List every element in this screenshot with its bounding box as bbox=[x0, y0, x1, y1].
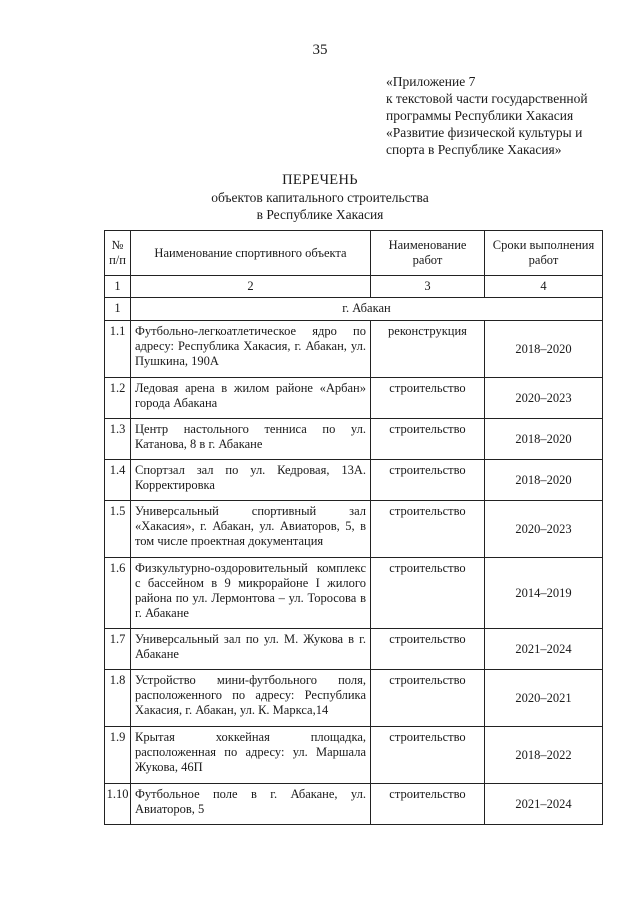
row-object-name: Физкультурно-оздоровительный комплекс с бассейном в 9 микрорайоне I жилого района по ул. Лермонтова – ул. Торосова в г. Абакане bbox=[131, 558, 371, 629]
table-row bbox=[105, 419, 603, 460]
row-term: 2020–2021 bbox=[485, 670, 603, 727]
table-row bbox=[105, 501, 603, 558]
row-num: 1.3 bbox=[105, 419, 131, 460]
table-row bbox=[105, 629, 603, 670]
title-line: в Республике Хакасия bbox=[256, 207, 384, 222]
table-row bbox=[105, 558, 603, 629]
row-object-name: Универсальный зал по ул. М. Жукова в г. Абакане bbox=[131, 629, 371, 670]
row-term: 2021–2024 bbox=[485, 784, 603, 825]
row-num: 1.10 bbox=[105, 784, 131, 825]
row-work-type: строительство bbox=[371, 727, 485, 784]
appendix-line: «Приложение 7 bbox=[386, 74, 476, 89]
row-object-name: Футбольно-легкоатлетическое ядро по адресу: Республика Хакасия, г. Абакан, ул. Пушкина, 190А bbox=[131, 321, 371, 378]
row-object-name: Ледовая арена в жилом районе «Арбан» города Абакана bbox=[131, 378, 371, 419]
row-num: 1.9 bbox=[105, 727, 131, 784]
page-number: 35 bbox=[312, 42, 328, 58]
row-object-name: Устройство мини-футбольного поля, расположенного по адресу: Республика Хакасия, г. Абакан, ул. К. Маркса,14 bbox=[131, 670, 371, 727]
table-row bbox=[105, 460, 603, 501]
row-work-type: строительство bbox=[371, 629, 485, 670]
header-work: Наименование работ bbox=[371, 231, 485, 276]
section-row bbox=[105, 298, 603, 321]
title-heading: ПЕРЕЧЕНЬ bbox=[282, 172, 358, 188]
row-work-type: строительство bbox=[371, 460, 485, 501]
row-term: 2018–2020 bbox=[485, 460, 603, 501]
row-num: 1.1 bbox=[105, 321, 131, 378]
row-object-name: Универсальный спортивный зал «Хакасия», г. Абакан, ул. Авиаторов, 5, в том числе проектная документация bbox=[131, 501, 371, 558]
column-number: 4 bbox=[485, 276, 603, 298]
table-row bbox=[105, 321, 603, 378]
appendix-note bbox=[386, 73, 626, 158]
row-object-name: Спортзал зал по ул. Кедровая, 13А. Корректировка bbox=[131, 460, 371, 501]
column-number: 3 bbox=[371, 276, 485, 298]
table-row bbox=[105, 727, 603, 784]
column-number: 1 bbox=[105, 276, 131, 298]
row-work-type: строительство bbox=[371, 378, 485, 419]
appendix-line: спорта в Республике Хакасия» bbox=[386, 142, 562, 157]
row-object-name: Крытая хоккейная площадка, расположенная по адресу: ул. Маршала Жукова, 46П bbox=[131, 727, 371, 784]
column-number-row bbox=[105, 276, 603, 298]
row-num: 1.4 bbox=[105, 460, 131, 501]
row-term: 2020–2023 bbox=[485, 501, 603, 558]
row-object-name: Центр настольного тенниса по ул. Катанова, 8 в г. Абакане bbox=[131, 419, 371, 460]
header-num: № п/п bbox=[105, 231, 131, 276]
row-term: 2018–2020 bbox=[485, 321, 603, 378]
row-object-name: Футбольное поле в г. Абакане, ул. Авиаторов, 5 bbox=[131, 784, 371, 825]
row-term: 2014–2019 bbox=[485, 558, 603, 629]
document-title bbox=[0, 172, 640, 223]
header-term: Сроки выполнения работ bbox=[485, 231, 603, 276]
table-row bbox=[105, 378, 603, 419]
row-term: 2018–2020 bbox=[485, 419, 603, 460]
row-num: 1.5 bbox=[105, 501, 131, 558]
column-number: 2 bbox=[131, 276, 371, 298]
objects-table bbox=[104, 230, 603, 825]
row-num: 1.8 bbox=[105, 670, 131, 727]
row-term: 2021–2024 bbox=[485, 629, 603, 670]
row-term: 2018–2022 bbox=[485, 727, 603, 784]
table-row bbox=[105, 670, 603, 727]
section-name: г. Абакан bbox=[131, 298, 603, 321]
row-term: 2020–2023 bbox=[485, 378, 603, 419]
row-num: 1.7 bbox=[105, 629, 131, 670]
appendix-line: к текстовой части государственной bbox=[386, 91, 588, 106]
header-name: Наименование спортивного объекта bbox=[131, 231, 371, 276]
row-work-type: строительство bbox=[371, 501, 485, 558]
row-work-type: строительство bbox=[371, 670, 485, 727]
appendix-line: программы Республики Хакасия bbox=[386, 108, 574, 123]
row-work-type: строительство bbox=[371, 419, 485, 460]
row-work-type: реконструкция bbox=[371, 321, 485, 378]
title-line: объектов капитального строительства bbox=[211, 190, 429, 205]
row-num: 1.2 bbox=[105, 378, 131, 419]
row-work-type: строительство bbox=[371, 784, 485, 825]
appendix-line: «Развитие физической культуры и bbox=[386, 125, 583, 140]
table-header-row bbox=[105, 231, 603, 276]
section-num: 1 bbox=[105, 298, 131, 321]
table-row bbox=[105, 784, 603, 825]
row-num: 1.6 bbox=[105, 558, 131, 629]
row-work-type: строительство bbox=[371, 558, 485, 629]
